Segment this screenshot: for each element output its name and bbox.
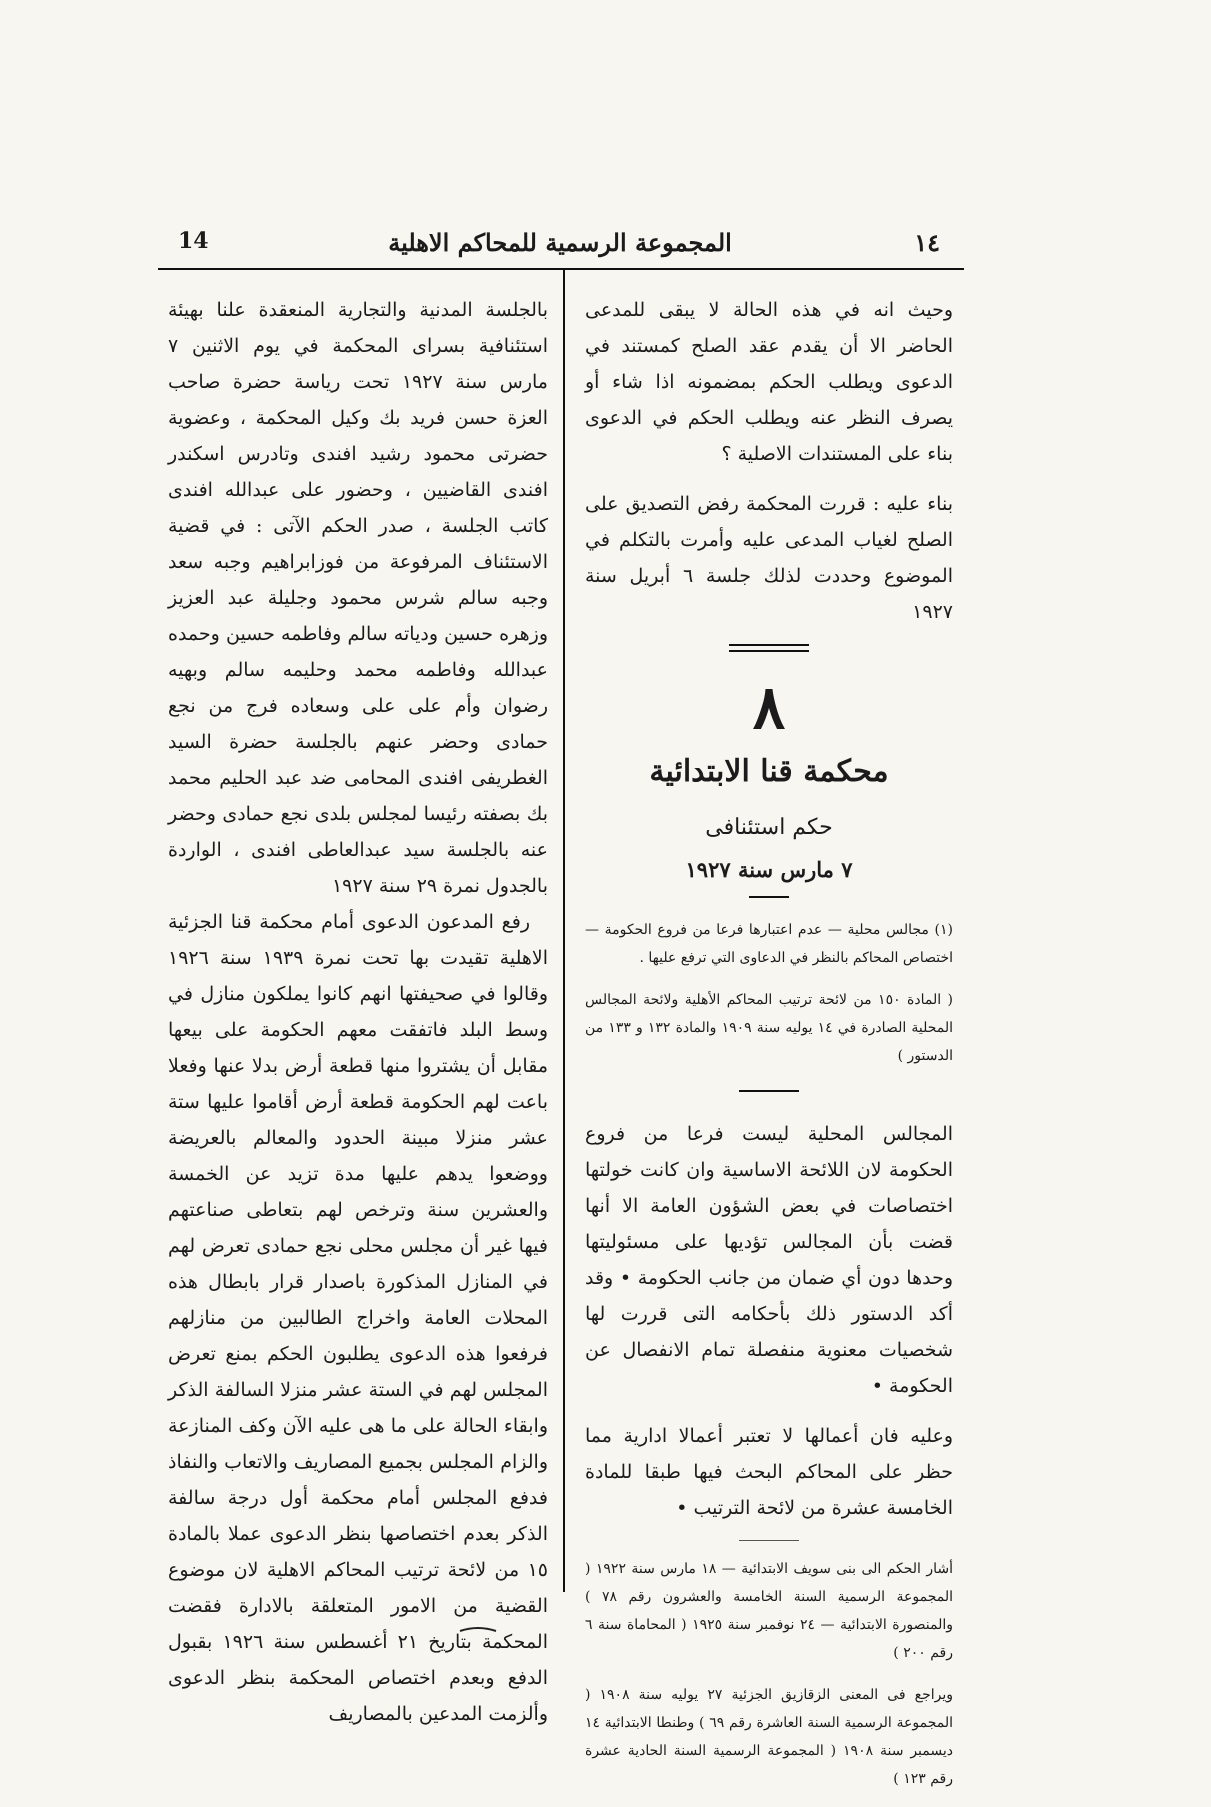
section-separator <box>729 644 809 652</box>
principle-paragraph: وعليه فان أعمالها لا تعتبر أعمالا ادارية مما حظر على المحاكم البحث فيها طبقا للمادة الخامسة عشرة من لائحة الترتيب • <box>585 1425 953 1519</box>
ruling-type: حكم استئنافى <box>705 815 833 840</box>
page-header <box>160 228 960 268</box>
column-divider <box>563 270 565 1592</box>
intro-paragraph: وحيث انه في هذه الحالة لا يبقى للمدعى الحاضر الا أن يقدم عقد الصلح كمستند في الدعوى ويطلب الحكم بمضمونه اذا شاء أو يصرف النظر عنه ويطلب الحكم في الدعوى بناء على المستندات الاصلية ؟ <box>585 299 953 465</box>
ruling-date: ٧ مارس سنة ١٩٢٧ <box>685 857 853 882</box>
scan-mark <box>458 1625 498 1635</box>
principle-paragraph: المجالس المحلية ليست فرعا من فروع الحكومة لان اللائحة الاساسية وان كانت خولتها اختصاصات في بعض الشؤون العامة الا أنها قضت بأن المجالس تؤديها على مسئوليتها وحدها دون أي ضمان من جانب الحكومة • وقد أكد الدستور ذلك بأحكامه التى قررت لها شخصيات معنوية منفصلة تمام الانفصال عن الحكومة • <box>585 1123 953 1397</box>
case-number: ٨ <box>752 673 786 743</box>
date-rule <box>749 896 789 898</box>
facts-paragraph: رفع المدعون الدعوى أمام محكمة قنا الجزئية الاهلية تقيدت بها تحت نمرة ١٩٣٩ سنة ١٩٢٦ وقالوا في صحيفتها انهم كانوا يملكون منازل في وسط البلد فاتفقت معهم الحكومة على بيعها مقابل أن يشتروا منها قطعة أرض بدلا عنها وفعلا باعت لهم الحكومة قطعة أرض أقاموا عليها ستة عشر منزلا مبينة الحدود والمعالم بالعريضة ووضعوا يدهم عليها مدة تزيد عن الخمسة والعشرين سنة وترخص لهم بتعاطى صناعتهم فيها غير أن مجلس محلى نجع حمادى تعرض لهم في المنازل المذكورة باصدار قرار بابطال هذه المحلات العامة واخراج الطالبين من منازلهم فرفعوا هذه الدعوى يطلبون الحكم بمنع تعرض المجلس لهم في الستة عشر منزلا السالفة الذكر وابقاء الحالة على ما هى عليه الآن وكف المنازعة والزام المجلس بجميع المصاريف والاتعاب والنفاذ فدفع المجلس أمام محكمة أول درجة سالفة الذكر بعدم اختصاصها بنظر الدعوى عملا بالمادة ١٥ من لائحة ترتيب المحاكم الاهلية لان موضوع القضية من الامور المتعلقة بالادارة فقضت المحكمة بتاريخ ٢١ أغسطس سنة ١٩٢٦ بقبول الدفع وبعدم اختصاص المحكمة بنظر الدعوى وألزمت المدعين بالمصاريف <box>168 911 548 1725</box>
left-column <box>168 292 548 1732</box>
court-name: محكمة قنا الابتدائية <box>649 754 889 789</box>
footnote: أشار الحكم الى بنى سويف الابتدائية — ١٨ مارس سنة ١٩٢٢ ( المجموعة الرسمية السنة الخامسة والعشرون رقم ٧٨ ) والمنصورة الابتدائية — ٢٤ نوفمبر سنة ١٩٢٥ ( المحاماة سنة ٦ رقم ٢٠٠ ) <box>585 1561 954 1661</box>
intro-paragraph: بناء عليه : قررت المحكمة رفض التصديق على الصلح لغياب المدعى عليه وأمرت بالتكلم في الموضوع وحددت لذلك جلسة ٦ أبريل سنة ١٩٢٧ <box>585 493 953 623</box>
footnote: ويراجع فى المعنى الزقازيق الجزئية ٢٧ يوليه سنة ١٩٠٨ ( المجموعة الرسمية السنة العاشرة رقم ٦٩ ) وطنطا الابتدائية ١٤ ديسمبر سنة ١٩٠٨ ( المجموعة الرسمية السنة الحادية عشرة رقم ١٢٣ ) <box>585 1687 953 1787</box>
right-column <box>585 292 953 1807</box>
session-paragraph: بالجلسة المدنية والتجارية المنعقدة علنا بهيئة استئنافية بسراى المحكمة في يوم الاثنين ٧ مارس سنة ١٩٢٧ تحت رياسة حضرة صاحب العزة حسن فريد بك وكيل المحكمة ، وعضوية حضرتى محمود رشيد افندى وتادرس اسكندر افندى القاضيين ، وحضور على عبدالله افندى كاتب الجلسة ، صدر الحكم الآتى : في قضية الاستئناف المرفوعة من فوزابراهيم وجبه سعد وجبه سالم شرس محمود وجليلة عبد العزيز وزهره حسين ودياته سالم وفاطمه حسين وحمده عبدالله وفاطمه محمد وحليمه سالم وبهيه رضوان وأم على على وسعاده فرج من نجع حمادى وحضر عنهم بالجلسة حضرة السيد الغطريفى افندى المحامى ضد عبد الحليم محمد بك بصفته رئيسا لمجلس بلدى نجع حمادى وحضر عنه بالجلسة سيد عبدالعاطى افندى ، الواردة بالجدول نمرة ٢٩ سنة ١٩٢٧ <box>168 299 548 897</box>
page-number-arabic: ١٤ <box>914 228 940 257</box>
running-title: المجموعة الرسمية للمحاكم الاهلية <box>388 228 732 257</box>
statute-reference: ( المادة ١٥٠ من لائحة ترتيب المحاكم الأهلية ولائحة المجالس المحلية الصادرة في ١٤ يوليه سنة ١٩٠٩ والمادة ١٣٢ و ١٣٣ من الدستور ) <box>585 992 954 1064</box>
headnote: (١) مجالس محلية — عدم اعتبارها فرعا من فروع الحكومة — اختصاص المحاكم بالنظر في الدعاوى التي ترفع عليها . <box>585 922 953 966</box>
header-rule <box>158 268 964 270</box>
headnote-rule <box>739 1090 799 1092</box>
footnote-rule <box>739 1540 799 1541</box>
page-number-latin: 14 <box>178 228 209 254</box>
